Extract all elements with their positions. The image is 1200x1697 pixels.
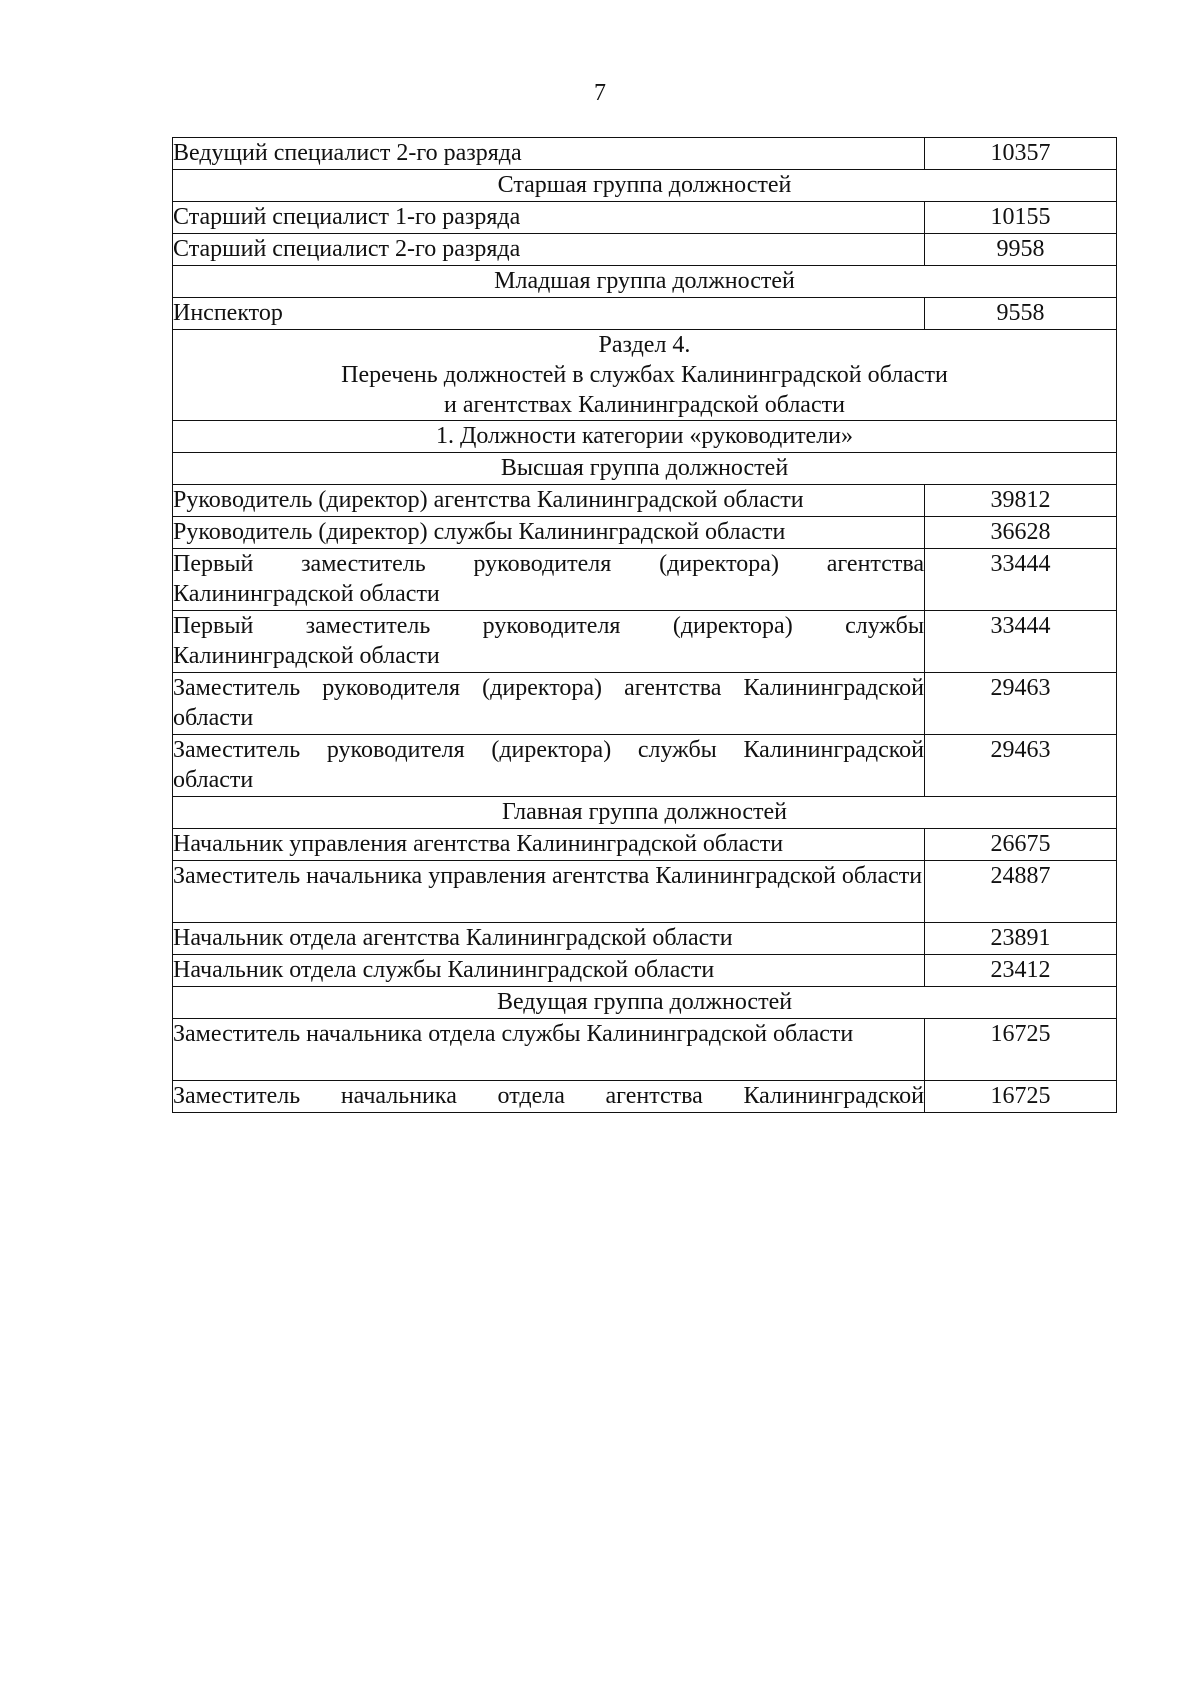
salary-value: 16725	[925, 1081, 1117, 1113]
position-name: Ведущий специалист 2-го разряда	[173, 138, 925, 170]
table-row	[173, 829, 1117, 861]
group-header-row	[173, 453, 1117, 485]
table-row	[173, 234, 1117, 266]
salary-value: 10155	[925, 202, 1117, 234]
group-header-row	[173, 170, 1117, 202]
page-number: 7	[594, 80, 606, 106]
group-header: Высшая группа должностей	[173, 453, 1117, 485]
table-row	[173, 923, 1117, 955]
table-row	[173, 517, 1117, 549]
table-row	[173, 955, 1117, 987]
position-name: Первый заместитель руководителя (директора) агентства Калининградской области	[173, 549, 925, 611]
position-name: Первый заместитель руководителя (директора) службы Калининградской области	[173, 611, 925, 673]
table-row	[173, 861, 1117, 923]
salary-value: 29463	[925, 673, 1117, 735]
group-header: Младшая группа должностей	[173, 266, 1117, 298]
group-header-row	[173, 797, 1117, 829]
position-name: Начальник отдела службы Калининградской области	[173, 955, 925, 987]
table-row	[173, 485, 1117, 517]
salary-value: 16725	[925, 1019, 1117, 1081]
position-name: Заместитель руководителя (директора) агентства Калининградской области	[173, 673, 925, 735]
group-header-row	[173, 266, 1117, 298]
table-row	[173, 1081, 1117, 1113]
salary-value: 26675	[925, 829, 1117, 861]
table-row	[173, 673, 1117, 735]
table-row	[173, 611, 1117, 673]
category-header-row	[173, 421, 1117, 453]
salary-value: 39812	[925, 485, 1117, 517]
position-name: Заместитель начальника отдела агентства Калининградской	[173, 1081, 925, 1113]
position-name: Заместитель руководителя (директора) службы Калининградской области	[173, 735, 925, 797]
position-name: Заместитель начальника управления агентства Калининградской области	[173, 861, 925, 923]
position-name: Начальник управления агентства Калининградской области	[173, 829, 925, 861]
section-header	[173, 330, 1117, 421]
position-name: Начальник отдела агентства Калининградской области	[173, 923, 925, 955]
group-header: Главная группа должностей	[173, 797, 1117, 829]
section-header-row	[173, 330, 1117, 421]
salary-value: 9958	[925, 234, 1117, 266]
salary-value: 23891	[925, 923, 1117, 955]
group-header: Старшая группа должностей	[173, 170, 1117, 202]
position-name: Руководитель (директор) агентства Калининградской области	[173, 485, 925, 517]
position-name: Старший специалист 1-го разряда	[173, 202, 925, 234]
salary-value: 33444	[925, 549, 1117, 611]
section-title-line-2: и агентствах Калининградской области	[444, 392, 845, 418]
section-title-line-1: Перечень должностей в службах Калининградской области	[341, 362, 948, 388]
table-row	[173, 202, 1117, 234]
salary-value: 10357	[925, 138, 1117, 170]
position-name: Старший специалист 2-го разряда	[173, 234, 925, 266]
table-row	[173, 549, 1117, 611]
salary-value: 33444	[925, 611, 1117, 673]
table-row	[173, 735, 1117, 797]
table-row	[173, 298, 1117, 330]
position-name: Заместитель начальника отдела службы Калининградской области	[173, 1019, 925, 1081]
salary-value: 23412	[925, 955, 1117, 987]
salary-value: 36628	[925, 517, 1117, 549]
salary-value: 29463	[925, 735, 1117, 797]
position-name: Руководитель (директор) службы Калининградской области	[173, 517, 925, 549]
group-header-row	[173, 987, 1117, 1019]
salary-table	[172, 137, 1117, 1113]
salary-value: 9558	[925, 298, 1117, 330]
table-row	[173, 138, 1117, 170]
category-header: 1. Должности категории «руководители»	[173, 421, 1117, 453]
table-row	[173, 1019, 1117, 1081]
group-header: Ведущая группа должностей	[173, 987, 1117, 1019]
section-number: Раздел 4.	[598, 332, 691, 358]
position-name: Инспектор	[173, 298, 925, 330]
salary-value: 24887	[925, 861, 1117, 923]
